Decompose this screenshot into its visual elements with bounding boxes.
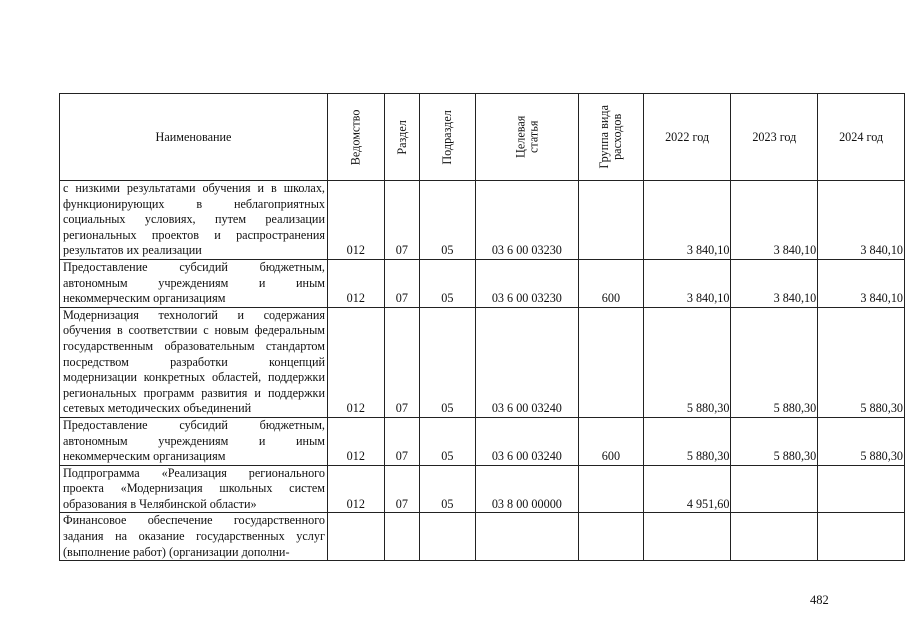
table-row bbox=[60, 465, 905, 513]
row-name: Предоставление субсидий бюджетным, автономным учреждениям и иным некоммерческим организациям bbox=[60, 417, 328, 465]
row-name: с низкими результатами обучения и в школах, функционирующих в неблагоприятных социальных условиях, путем реализации региональных проектов и распространения результатов их реализации bbox=[60, 181, 328, 260]
table-row bbox=[60, 417, 905, 465]
row-expense-group bbox=[579, 513, 644, 561]
header-expense-group: Группа вида расходов bbox=[597, 104, 624, 169]
row-name: Подпрограмма «Реализация регионального проекта «Модернизация школьных систем образования в Челябинской области» bbox=[60, 465, 328, 513]
row-value-2024 bbox=[818, 465, 905, 513]
header-name: Наименование bbox=[60, 94, 328, 181]
row-name: Предоставление субсидий бюджетным, автономным учреждениям и иным некоммерческим организациям bbox=[60, 259, 328, 307]
header-target-article: Целевая статья bbox=[513, 115, 540, 158]
header-department: Ведомство bbox=[348, 109, 363, 165]
header-2022: 2022 год bbox=[643, 94, 731, 181]
header-2023: 2023 год bbox=[731, 94, 818, 181]
table-row bbox=[60, 307, 905, 417]
row-expense-group bbox=[579, 307, 644, 417]
row-value-2024: 5 880,30 bbox=[818, 417, 905, 465]
row-name: Модернизация технологий и содержания обучения в соответствии с новым федеральным государственным образовательным стандартом посредством разработки концепций модернизации конкретных областей, поддержки региональных программ развития и поддержки сетевых методических объединений bbox=[60, 307, 328, 417]
row-value-2023: 5 880,30 bbox=[731, 307, 818, 417]
row-target-article: 03 6 00 03230 bbox=[475, 181, 578, 260]
row-expense-group bbox=[579, 181, 644, 260]
row-target-article: 03 6 00 03230 bbox=[475, 259, 578, 307]
row-value-2023: 5 880,30 bbox=[731, 417, 818, 465]
header-section: Раздел bbox=[394, 119, 409, 155]
row-value-2022: 4 951,60 bbox=[643, 465, 731, 513]
row-subsection: 05 bbox=[420, 181, 476, 260]
row-department: 012 bbox=[327, 307, 384, 417]
row-target-article bbox=[475, 513, 578, 561]
row-value-2024: 3 840,10 bbox=[818, 181, 905, 260]
row-section: 07 bbox=[384, 259, 419, 307]
row-department: 012 bbox=[327, 417, 384, 465]
row-section: 07 bbox=[384, 417, 419, 465]
header-subsection: Подраздел bbox=[439, 109, 454, 165]
row-subsection: 05 bbox=[420, 307, 476, 417]
header-2024: 2024 год bbox=[818, 94, 905, 181]
row-department: 012 bbox=[327, 181, 384, 260]
table-row bbox=[60, 181, 905, 260]
row-value-2024 bbox=[818, 513, 905, 561]
page-number: 482 bbox=[810, 593, 829, 607]
row-section: 07 bbox=[384, 181, 419, 260]
row-expense-group: 600 bbox=[579, 259, 644, 307]
table-row bbox=[60, 259, 905, 307]
table-header-row bbox=[60, 94, 905, 181]
row-subsection: 05 bbox=[420, 417, 476, 465]
row-section: 07 bbox=[384, 465, 419, 513]
row-name: Финансовое обеспечение государственного задания на оказание государственных услуг (выполнение работ) (организации дополни- bbox=[60, 513, 328, 561]
row-target-article: 03 6 00 03240 bbox=[475, 307, 578, 417]
row-value-2022 bbox=[643, 513, 731, 561]
table-row bbox=[60, 513, 905, 561]
row-value-2022: 3 840,10 bbox=[643, 259, 731, 307]
row-expense-group: 600 bbox=[579, 417, 644, 465]
row-value-2022: 5 880,30 bbox=[643, 307, 731, 417]
row-target-article: 03 6 00 03240 bbox=[475, 417, 578, 465]
row-section: 07 bbox=[384, 307, 419, 417]
row-department bbox=[327, 513, 384, 561]
row-value-2022: 3 840,10 bbox=[643, 181, 731, 260]
row-department: 012 bbox=[327, 259, 384, 307]
row-value-2023: 3 840,10 bbox=[731, 181, 818, 260]
table-body bbox=[60, 181, 905, 561]
row-value-2024: 5 880,30 bbox=[818, 307, 905, 417]
row-value-2023: 3 840,10 bbox=[731, 259, 818, 307]
row-value-2022: 5 880,30 bbox=[643, 417, 731, 465]
row-target-article: 03 8 00 00000 bbox=[475, 465, 578, 513]
budget-table bbox=[59, 93, 905, 561]
row-section bbox=[384, 513, 419, 561]
row-expense-group bbox=[579, 465, 644, 513]
row-value-2023 bbox=[731, 513, 818, 561]
row-value-2024: 3 840,10 bbox=[818, 259, 905, 307]
row-department: 012 bbox=[327, 465, 384, 513]
row-subsection: 05 bbox=[420, 259, 476, 307]
row-subsection bbox=[420, 513, 476, 561]
row-subsection: 05 bbox=[420, 465, 476, 513]
row-value-2023 bbox=[731, 465, 818, 513]
